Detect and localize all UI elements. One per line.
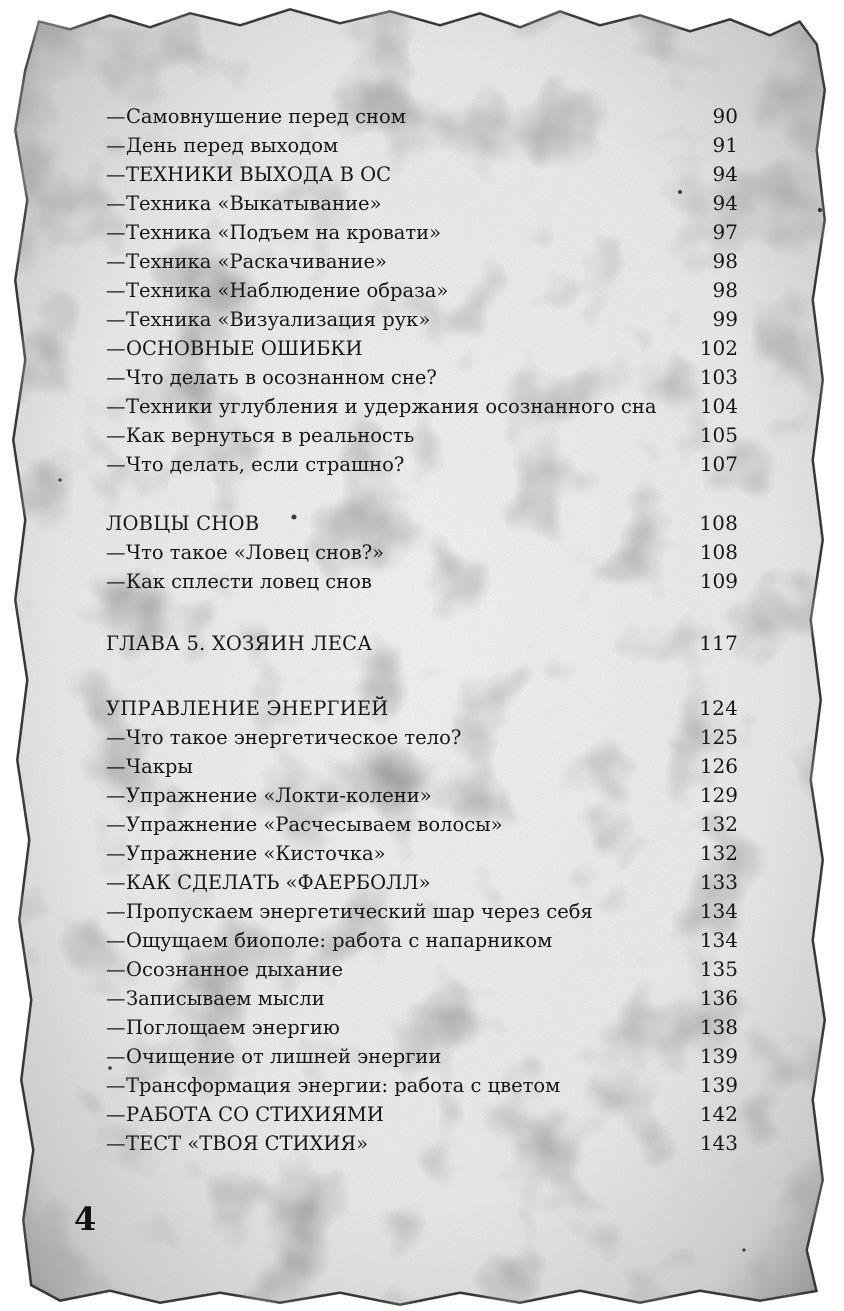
toc-entry-dash: — <box>106 337 126 360</box>
toc-entry-title: ОСНОВНЫЕ ОШИБКИ <box>126 337 363 360</box>
toc-entry-title: Пропускаем энергетический шар через себя <box>126 900 593 923</box>
toc-entry-title: Упражнение «Кисточка» <box>126 842 386 865</box>
toc-entry-title: КАК СДЕЛАТЬ «ФАЕРБОЛЛ» <box>126 871 431 894</box>
toc-entry <box>106 752 738 781</box>
toc-entry-title: Что делать в осознанном сне? <box>126 366 437 389</box>
toc-entry-page: 132 <box>699 841 738 865</box>
toc-entry <box>106 723 738 752</box>
toc-entry <box>106 629 738 658</box>
toc-block-dreams <box>106 102 738 479</box>
toc-entry-dash: — <box>106 105 126 128</box>
toc-entry-page: 139 <box>699 1044 738 1068</box>
toc-spacer <box>106 479 738 509</box>
toc-entry-title: Как вернуться в реальность <box>126 424 415 447</box>
toc-entry-title: Упражнение «Локти-колени» <box>126 784 432 807</box>
toc-entry-page: 108 <box>699 511 738 535</box>
toc-entry-dash: — <box>106 453 126 476</box>
toc-entry-page: 126 <box>699 754 738 778</box>
toc-entry-dash: — <box>106 395 126 418</box>
toc-entry <box>106 1042 738 1071</box>
toc-entry-title: Очищение от лишней энергии <box>126 1045 442 1068</box>
toc-entry <box>106 897 738 926</box>
toc-entry-title: Самовнушение перед сном <box>126 105 406 128</box>
toc-block-chapter-5 <box>106 629 738 658</box>
toc-entry-title: Поглощаем энергию <box>126 1016 340 1039</box>
toc-entry-page: 97 <box>712 220 738 244</box>
toc-entry-dash: — <box>106 192 126 215</box>
toc-entry-page: 134 <box>699 899 738 923</box>
toc-entry <box>106 538 738 567</box>
toc-entry <box>106 131 738 160</box>
toc-entry-title: Что такое энергетическое тело? <box>126 726 462 749</box>
toc-entry-page: 90 <box>712 104 738 128</box>
toc-entry-title: Что делать, если страшно? <box>126 453 405 476</box>
toc-entry <box>106 334 738 363</box>
toc-entry-dash: — <box>106 900 126 923</box>
toc-entry-title: Техника «Выкатывание» <box>126 192 382 215</box>
toc-entry <box>106 160 738 189</box>
toc-entry-page: 94 <box>712 162 738 186</box>
toc-entry <box>106 781 738 810</box>
toc-entry-title: Техника «Визуализация рук» <box>126 308 431 331</box>
toc-entry-title: Техника «Подъем на кровати» <box>126 221 442 244</box>
toc-entry <box>106 567 738 596</box>
toc-entry-page: 98 <box>712 278 738 302</box>
toc-entry-title: ГЛАВА 5. ХОЗЯИН ЛЕСА <box>106 632 373 655</box>
toc-entry-page: 94 <box>712 191 738 215</box>
toc-entry-page: 138 <box>699 1015 738 1039</box>
table-of-contents <box>106 102 738 1158</box>
toc-entry <box>106 450 738 479</box>
toc-entry-dash: — <box>106 987 126 1010</box>
toc-entry-page: 143 <box>699 1131 738 1155</box>
toc-entry-title: Ощущаем биополе: работа с напарником <box>126 929 553 952</box>
toc-entry <box>106 926 738 955</box>
toc-entry-dash: — <box>106 163 126 186</box>
toc-entry-dash: — <box>106 134 126 157</box>
toc-entry-dash: — <box>106 1074 126 1097</box>
toc-entry-title: Упражнение «Расчесываем волосы» <box>126 813 503 836</box>
toc-entry-page: 139 <box>699 1073 738 1097</box>
toc-entry <box>106 694 738 723</box>
toc-block-energy <box>106 694 738 1158</box>
toc-entry-dash: — <box>106 929 126 952</box>
toc-spacer <box>106 658 738 694</box>
toc-entry <box>106 955 738 984</box>
toc-entry-dash: — <box>106 784 126 807</box>
toc-entry-title: Что такое «Ловец снов?» <box>126 541 385 564</box>
toc-entry-page: 117 <box>699 631 738 655</box>
toc-entry-title: Техника «Раскачивание» <box>126 250 387 273</box>
toc-entry-page: 107 <box>699 452 738 476</box>
toc-entry-page: 91 <box>712 133 738 157</box>
toc-entry-title: РАБОТА СО СТИХИЯМИ <box>126 1103 384 1126</box>
toc-entry <box>106 247 738 276</box>
toc-block-dreamcatchers <box>106 509 738 596</box>
toc-entry-dash: — <box>106 570 126 593</box>
toc-entry-title: Записываем мысли <box>126 987 325 1010</box>
toc-entry-dash: — <box>106 541 126 564</box>
toc-entry-dash: — <box>106 958 126 981</box>
toc-entry <box>106 305 738 334</box>
toc-entry <box>106 839 738 868</box>
toc-entry <box>106 1129 738 1158</box>
toc-entry-title: Трансформация энергии: работа с цветом <box>126 1074 561 1097</box>
toc-entry-title: ТЕСТ «ТВОЯ СТИХИЯ» <box>126 1132 369 1155</box>
toc-entry-page: 142 <box>699 1102 738 1126</box>
toc-entry-title: Как сплести ловец снов <box>126 570 372 593</box>
toc-entry <box>106 363 738 392</box>
toc-entry-page: 98 <box>712 249 738 273</box>
toc-entry-dash: — <box>106 726 126 749</box>
toc-entry-page: 102 <box>699 336 738 360</box>
toc-entry-page: 124 <box>699 696 738 720</box>
toc-entry-dash: — <box>106 1132 126 1155</box>
toc-entry-dash: — <box>106 871 126 894</box>
toc-entry-page: 136 <box>699 986 738 1010</box>
toc-entry-dash: — <box>106 279 126 302</box>
toc-entry <box>106 218 738 247</box>
toc-entry-dash: — <box>106 1103 126 1126</box>
toc-entry-title: ТЕХНИКИ ВЫХОДА В ОС <box>126 163 392 186</box>
page-number: 4 <box>74 1200 97 1238</box>
toc-entry-page: 104 <box>699 394 738 418</box>
toc-entry-page: 132 <box>699 812 738 836</box>
toc-entry <box>106 1071 738 1100</box>
toc-spacer <box>106 596 738 629</box>
toc-entry <box>106 509 738 538</box>
toc-entry <box>106 102 738 131</box>
toc-entry-title: Техника «Наблюдение образа» <box>126 279 449 302</box>
toc-entry-dash: — <box>106 813 126 836</box>
toc-entry-page: 129 <box>699 783 738 807</box>
toc-entry-page: 134 <box>699 928 738 952</box>
toc-entry <box>106 189 738 218</box>
toc-entry-page: 99 <box>712 307 738 331</box>
toc-entry-dash: — <box>106 366 126 389</box>
toc-entry-page: 133 <box>699 870 738 894</box>
toc-entry-dash: — <box>106 755 126 778</box>
toc-entry-title: УПРАВЛЕНИЕ ЭНЕРГИЕЙ <box>106 697 389 720</box>
toc-entry-title: День перед выходом <box>126 134 339 157</box>
toc-entry-dash: — <box>106 250 126 273</box>
toc-entry <box>106 1100 738 1129</box>
toc-entry-title: ЛОВЦЫ СНОВ <box>106 512 260 535</box>
toc-entry-dash: — <box>106 1016 126 1039</box>
toc-entry-dash: — <box>106 842 126 865</box>
toc-entry <box>106 868 738 897</box>
toc-entry-title: Осознанное дыхание <box>126 958 344 981</box>
toc-entry-dash: — <box>106 1045 126 1068</box>
toc-entry-dash: — <box>106 221 126 244</box>
toc-entry <box>106 276 738 305</box>
toc-entry-page: 135 <box>699 957 738 981</box>
toc-entry-page: 109 <box>699 569 738 593</box>
toc-entry <box>106 810 738 839</box>
toc-entry-page: 125 <box>699 725 738 749</box>
toc-entry-dash: — <box>106 308 126 331</box>
toc-entry <box>106 984 738 1013</box>
toc-entry <box>106 392 738 421</box>
toc-entry <box>106 421 738 450</box>
toc-entry-page: 103 <box>699 365 738 389</box>
toc-entry <box>106 1013 738 1042</box>
toc-entry-page: 105 <box>699 423 738 447</box>
toc-entry-dash: — <box>106 424 126 447</box>
toc-entry-title: Чакры <box>126 755 193 778</box>
toc-entry-page: 108 <box>699 540 738 564</box>
toc-entry-title: Техники углубления и удержания осознанного сна <box>126 395 657 418</box>
